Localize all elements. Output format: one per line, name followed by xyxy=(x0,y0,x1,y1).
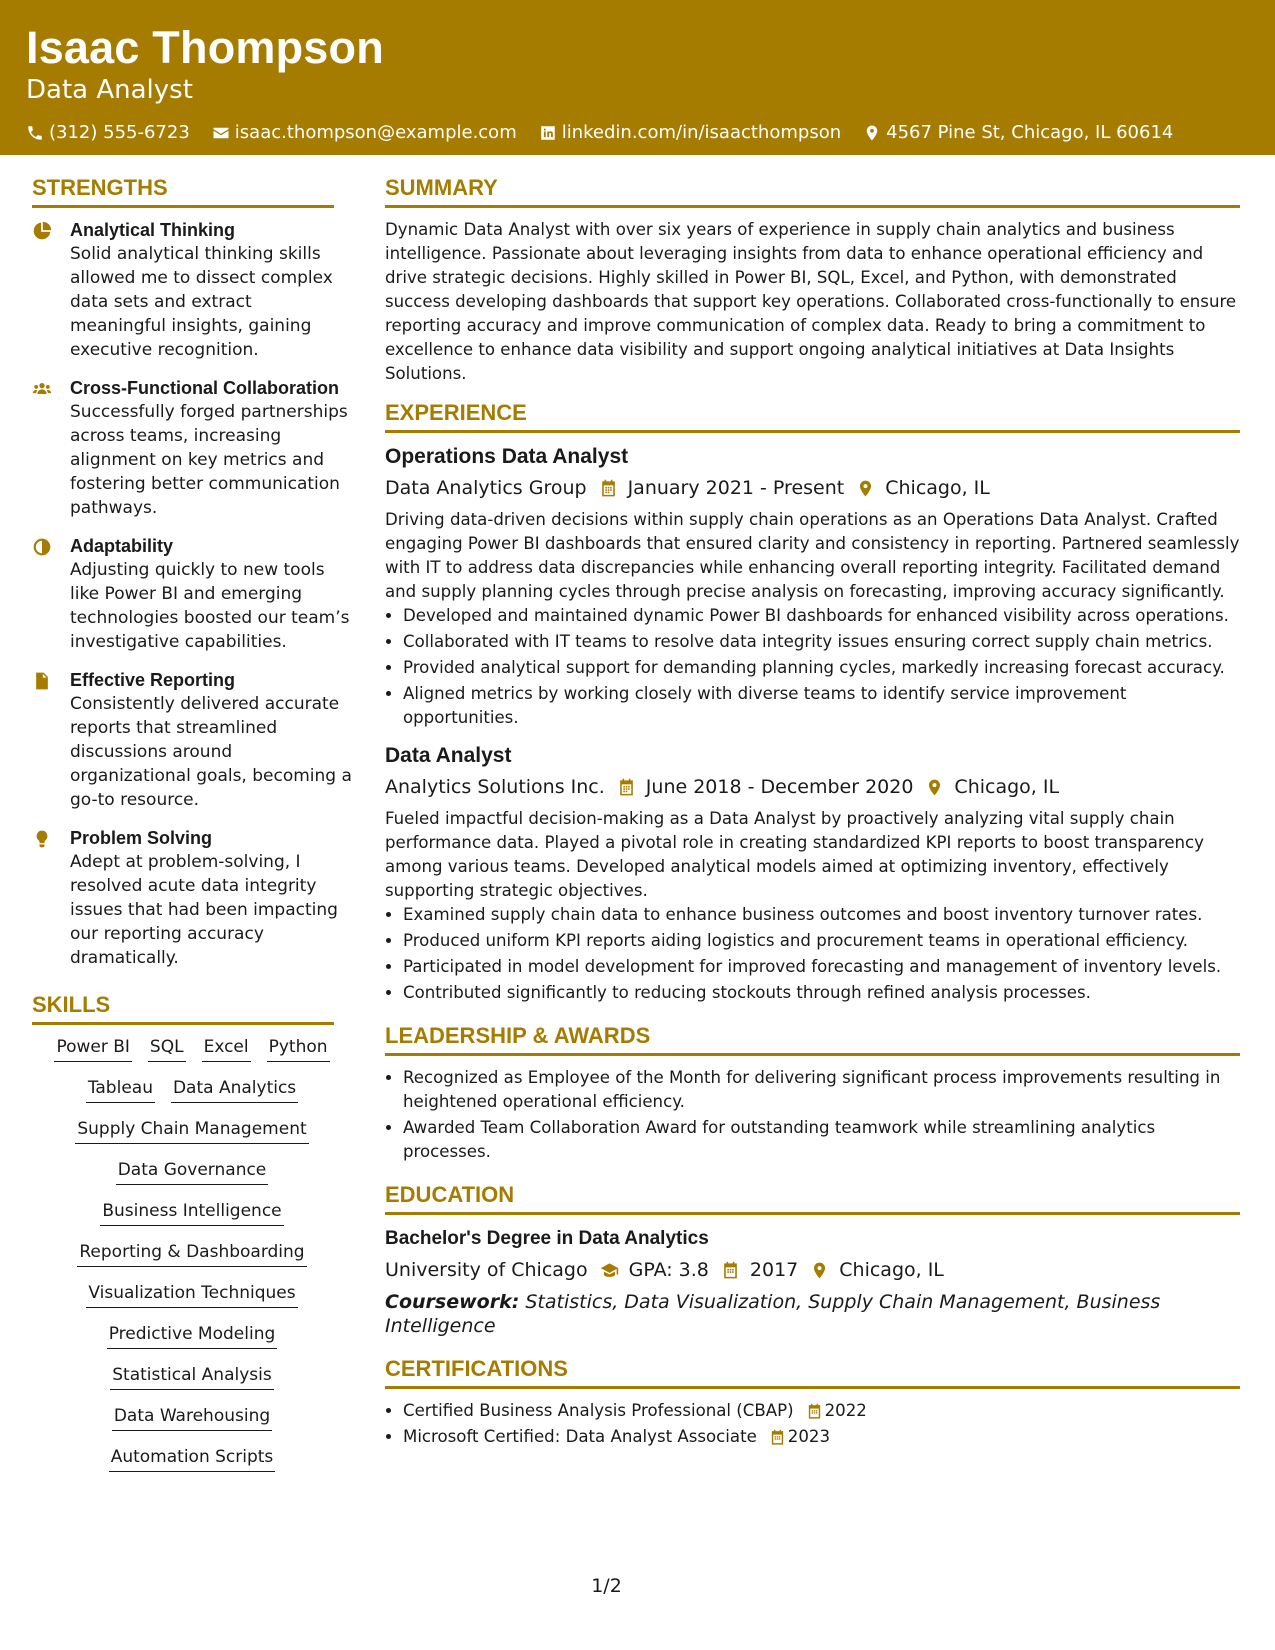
strength-desc: Consistently delivered accurate reports that streamlined discussions around organizational goals, becoming a go-to resource. xyxy=(70,694,352,810)
job-meta xyxy=(385,773,1240,801)
skill-tag: Power BI xyxy=(54,1035,131,1062)
calendar-icon xyxy=(599,479,618,498)
experience-heading: EXPERIENCE xyxy=(385,400,1240,433)
job-title: Data Analyst xyxy=(385,744,512,767)
calendar-icon xyxy=(721,1261,740,1280)
candidate-name: Isaac Thompson xyxy=(26,22,384,73)
job-location: Chicago, IL xyxy=(885,477,990,499)
strength-title: Analytical Thinking xyxy=(70,220,236,240)
page-number: 1/2 xyxy=(591,1575,622,1597)
education-heading: EDUCATION xyxy=(385,1182,1240,1215)
calendar-icon xyxy=(806,1403,823,1420)
users-icon xyxy=(32,379,52,399)
strengths-heading: STRENGTHS xyxy=(32,175,334,208)
job-entry xyxy=(385,742,1240,1005)
cert-year: 2023 xyxy=(787,1427,831,1446)
phone-text: (312) 555-6723 xyxy=(49,122,190,143)
cert-name: • Microsoft Certified: Data Analyst Associate xyxy=(403,1427,757,1446)
list-item: • Aligned metrics by working closely with diverse teams to identify service improvement opportunities. xyxy=(403,682,1240,730)
education-meta xyxy=(385,1256,1240,1284)
strength-item xyxy=(32,534,352,654)
graduation-year: 2017 xyxy=(749,1259,799,1281)
cert-year: 2022 xyxy=(824,1401,867,1420)
skill-tag: Data Analytics xyxy=(171,1076,298,1103)
job-company: Data Analytics Group xyxy=(385,477,587,499)
map-pin-icon xyxy=(925,778,944,797)
strength-item xyxy=(32,218,352,362)
resume-header xyxy=(0,0,1275,155)
list-item: • Contributed significantly to reducing stockouts through refined analysis processes. xyxy=(403,981,1240,1005)
list-item: • Examined supply chain data to enhance business outcomes and boost inventory turnover rates. xyxy=(403,903,1240,927)
calendar-icon xyxy=(769,1429,786,1446)
leadership-heading: LEADERSHIP & AWARDS xyxy=(385,1023,1240,1056)
strength-desc: Adjusting quickly to new tools like Power BI and emerging technologies boosted our team’s investigative capabilities. xyxy=(70,560,350,652)
skill-tag: Supply Chain Management xyxy=(75,1117,308,1144)
list-item: • Collaborated with IT teams to resolve data integrity issues ensuring correct supply chain metrics. xyxy=(403,630,1240,654)
skills-heading: SKILLS xyxy=(32,992,334,1025)
map-pin-icon xyxy=(810,1261,829,1280)
awards-list xyxy=(385,1066,1240,1164)
coursework-text: Statistics, Data Visualization, Supply Chain Management, Business Intelligence xyxy=(385,1291,1161,1337)
strength-item xyxy=(32,376,352,520)
school-location: Chicago, IL xyxy=(839,1259,944,1281)
skill-tag: Business Intelligence xyxy=(100,1199,283,1226)
list-item xyxy=(403,1399,1240,1423)
job-location: Chicago, IL xyxy=(954,776,1060,798)
summary-heading: SUMMARY xyxy=(385,175,1240,208)
skill-tag: Data Warehousing xyxy=(112,1404,272,1431)
degree-title: Bachelor's Degree in Data Analytics xyxy=(385,1228,709,1249)
calendar-icon xyxy=(617,778,636,797)
job-title: Operations Data Analyst xyxy=(385,445,629,468)
job-company: Analytics Solutions Inc. xyxy=(385,776,605,798)
strength-desc: Successfully forged partnerships across teams, increasing alignment on key metrics and fostering better communication pathways. xyxy=(70,402,348,518)
pie-chart-icon xyxy=(32,221,52,241)
skill-tag: Statistical Analysis xyxy=(110,1363,273,1390)
linkedin-icon xyxy=(539,124,557,142)
candidate-role: Data Analyst xyxy=(26,75,193,105)
contact-linkedin[interactable] xyxy=(539,122,841,143)
coursework-label: Coursework: xyxy=(385,1291,520,1313)
job-dates: January 2021 - Present xyxy=(627,477,845,499)
skill-tag: Visualization Techniques xyxy=(86,1281,297,1308)
skill-tag: Automation Scripts xyxy=(109,1445,276,1472)
list-item: • Provided analytical support for demanding planning cycles, markedly increasing forecast accuracy. xyxy=(403,656,1240,680)
graduation-cap-icon xyxy=(600,1261,619,1280)
contact-bar xyxy=(26,122,1249,143)
skills-list xyxy=(32,1035,352,1486)
contact-phone[interactable] xyxy=(26,122,190,143)
certifications-list xyxy=(385,1399,1240,1449)
school-name: University of Chicago xyxy=(385,1259,588,1281)
certifications-heading: CERTIFICATIONS xyxy=(385,1356,1240,1389)
skill-tag: Data Governance xyxy=(116,1158,269,1185)
coursework xyxy=(385,1290,1240,1338)
cert-name: • Certified Business Analysis Professional (CBAP) xyxy=(403,1401,794,1420)
list-item: • Participated in model development for improved forecasting and management of inventory levels. xyxy=(403,955,1240,979)
list-item: • Produced uniform KPI reports aiding logistics and procurement teams in operational efficiency. xyxy=(403,929,1240,953)
file-icon xyxy=(32,671,52,691)
skill-tag: SQL xyxy=(148,1035,186,1062)
email-text: isaac.thompson@example.com xyxy=(234,122,517,143)
job-bullets xyxy=(385,903,1240,1005)
strength-title: Adaptability xyxy=(70,536,174,556)
job-entry xyxy=(385,443,1240,730)
list-item: • Awarded Team Collaboration Award for outstanding teamwork while streamlining analytics processes. xyxy=(403,1116,1240,1164)
skill-tag: Tableau xyxy=(86,1076,155,1103)
contact-address xyxy=(863,122,1173,143)
list-item xyxy=(403,1425,1240,1449)
skill-tag: Predictive Modeling xyxy=(107,1322,278,1349)
job-bullets xyxy=(385,604,1240,730)
skill-tag: Python xyxy=(267,1035,330,1062)
job-description: Driving data-driven decisions within supply chain operations as an Operations Data Analyst. Crafted engaging Power BI dashboards that ensured clarity and consistency in reporting. Partnered seamlessly with IT to address data discrepancies while enhancing overall reporting integrity. Facilitated demand and supply planning cycles through precise analysis on forecasting, improving accuracy significantly. xyxy=(385,510,1240,601)
strength-desc: Adept at problem-solving, I resolved acute data integrity issues that had been impacting our reporting accuracy dramatically. xyxy=(70,852,338,968)
gpa-text: GPA: 3.8 xyxy=(628,1259,709,1281)
job-description: Fueled impactful decision-making as a Data Analyst by proactively analyzing vital supply chain performance data. Played a pivotal role in creating standardized KPI reports to boost transparency among various teams. Developed analytical models aimed at optimizing inventory, effectively supporting strategic objectives. xyxy=(385,809,1204,900)
lightbulb-icon xyxy=(32,829,52,849)
summary-text: Dynamic Data Analyst with over six years of experience in supply chain analytics and business intelligence. Passionate about leveraging insights from data to enhance operational efficiency and drive strategic decisions. Highly skilled in Power BI, SQL, Excel, and Python, with demonstrated success developing dashboards that support key operations. Collaborated cross-functionally to ensure reporting accuracy and improve communication of complex data. Ready to bring a commitment to excellence to enhance data visibility and support ongoing analytical initiatives at Data Insights Solutions. xyxy=(385,220,1237,383)
adjust-icon xyxy=(32,537,52,557)
list-item: • Developed and maintained dynamic Power BI dashboards for enhanced visibility across operations. xyxy=(403,604,1240,628)
list-item: • Recognized as Employee of the Month for delivering significant process improvements resulting in heightened operational efficiency. xyxy=(403,1066,1240,1114)
map-pin-icon xyxy=(856,479,875,498)
strength-title: Cross-Functional Collaboration xyxy=(70,378,340,398)
strength-title: Problem Solving xyxy=(70,828,213,848)
skill-tag: Excel xyxy=(202,1035,251,1062)
contact-email[interactable] xyxy=(212,122,517,143)
phone-icon xyxy=(26,124,44,142)
strength-item xyxy=(32,826,352,970)
right-column xyxy=(352,155,1275,1486)
left-column xyxy=(0,155,352,1486)
strength-item xyxy=(32,668,352,812)
envelope-icon xyxy=(212,124,230,142)
strength-title: Effective Reporting xyxy=(70,670,236,690)
strength-desc: Solid analytical thinking skills allowed me to dissect complex data sets and extract meaningful insights, gaining executive recognition. xyxy=(70,244,333,360)
linkedin-text: linkedin.com/in/isaacthompson xyxy=(561,122,842,143)
skill-tag: Reporting & Dashboarding xyxy=(77,1240,306,1267)
address-text: 4567 Pine St, Chicago, IL 60614 xyxy=(886,122,1174,143)
job-meta xyxy=(385,474,1240,502)
map-pin-icon xyxy=(863,124,881,142)
job-dates: June 2018 - December 2020 xyxy=(645,776,914,798)
